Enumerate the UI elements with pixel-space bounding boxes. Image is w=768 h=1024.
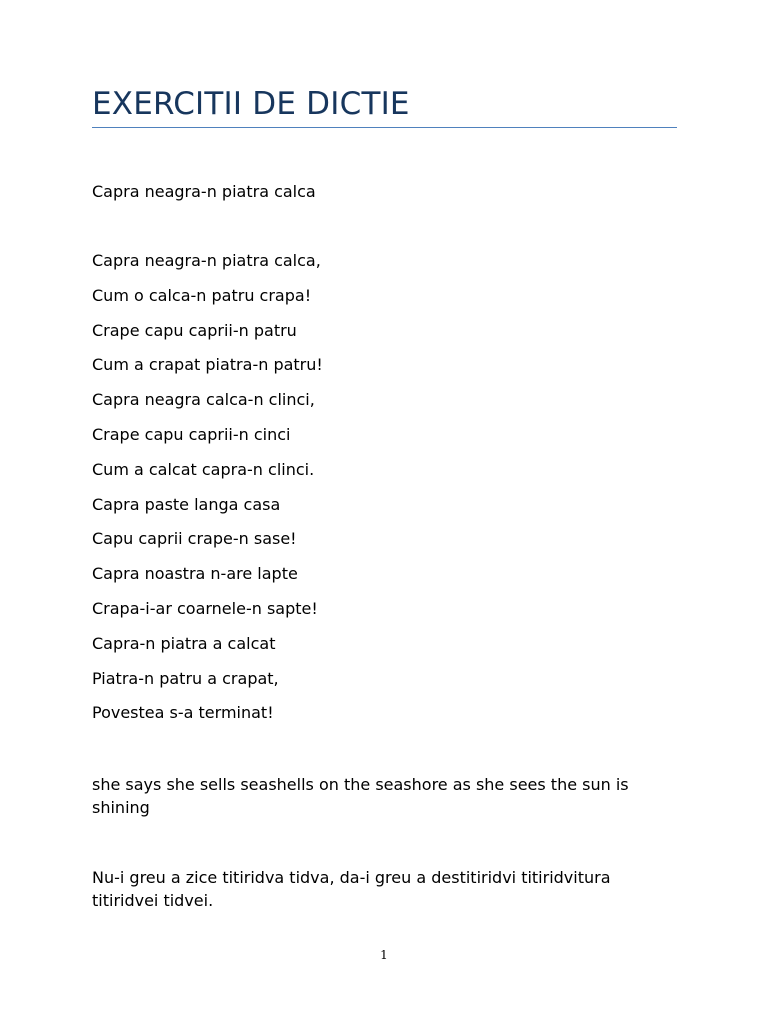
poem-line: Capra neagra-n piatra calca, [92,251,321,270]
title-underline [92,127,677,128]
poem-line: Capra paste langa casa [92,494,281,514]
poem-line: Crape capu caprii-n cinci [92,424,291,444]
poem-line: Crapa-i-ar coarnele-n sapte! [92,598,318,618]
page-number: 1 [380,948,388,962]
poem-line: Cum a calcat capra-n clinci. [92,459,315,479]
poem-line: Cum o calca-n patru crapa! [92,285,312,305]
poem-line: Cum a crapat piatra-n patru! [92,355,323,375]
poem [92,250,323,737]
section-heading: Capra neagra-n piatra calca [92,182,316,201]
poem-line: Capra-n piatra a calcat [92,633,276,653]
paragraph-titiridva: Nu-i greu a zice titiridva tidva, da-i greu a destitiridvi titiridvitura titiridvei tidvei. [92,868,611,910]
poem-line: Capra noastra n-are lapte [92,564,298,584]
poem-line: Capra neagra calca-n clinci, [92,390,315,410]
document-title: EXERCITII DE DICTIE [92,86,410,122]
poem-line: Povestea s-a terminat! [92,703,274,723]
poem-line: Piatra-n patru a crapat, [92,668,279,688]
paragraph-seashells: she says she sells seashells on the seashore as she sees the sun is shining [92,775,629,817]
poem-line: Capu caprii crape-n sase! [92,529,297,549]
poem-line: Crape capu caprii-n patru [92,320,297,340]
